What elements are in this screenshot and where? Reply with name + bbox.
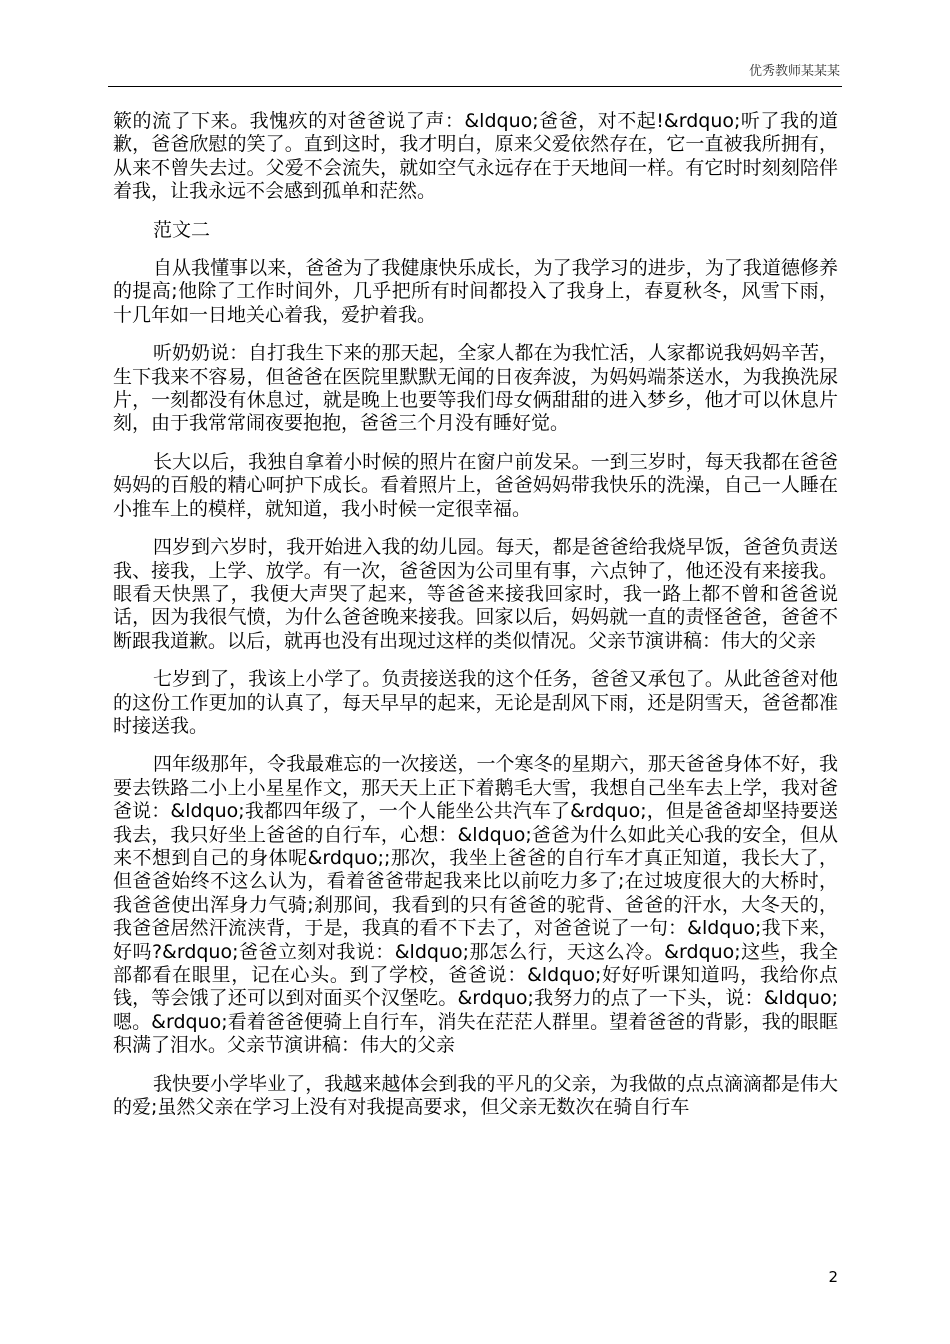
paragraph: 四年级那年，令我最难忘的一次接送，一个寒冬的星期六，那天爸爸身体不好，我要去铁路二小上小星星作文，那天天上正下着鹅毛大雪，我想自己坐车去上学，我对爸爸说：&ldquo;我都四年级了，一个人能坐公共汽车了&rdquo;，但是爸爸却坚持要送我去，我只好坐上爸爸的自行车，心想：&ldquo;爸爸为什么如此关心我的安全，但从来不想到自己的身体呢&rdquo;;那次，我坐上爸爸的自行车才真正知道，我长大了，但爸爸始终不这么认为，看着爸爸带起我来比以前吃力多了;在过坡度很大的大桥时，我爸爸使出浑身力气骑;刹那间，我看到的只有爸爸的驼背、爸爸的汗水，大冬天的，我爸爸居然汗流浃背，于是，我真的看不下去了，对爸爸说了一句：&ldquo;我下来，好吗?&rdquo;爸爸立刻对我说：&ldquo;那怎么行，天这么冷。&rdquo;这些，我全部都看在眼里，记在心头。到了学校，爸爸说：&ldquo;好好听课知道吗，我给你点钱，等会饿了还可以到对面买个汉堡吃。&rdquo;我努力的点了一下头，说：&ldquo;嗯。&rdquo;看着爸爸便骑上自行车，消失在茫茫人群里。望着爸爸的背影，我的眼眶积满了泪水。父亲节演讲稿：伟大的父亲 [113, 753, 838, 1057]
page-number: 2 [828, 1268, 838, 1286]
paragraph: 听奶奶说：自打我生下来的那天起，全家人都在为我忙活，人家都说我妈妈辛苦，生下我来不容易，但爸爸在医院里默默无闻的日夜奔波，为妈妈端茶送水，为我换洗尿片，一刻都没有休息过，就是晚上也要等我们母女俩甜甜的进入梦乡，他才可以休息片刻，由于我常常闹夜要抱抱，爸爸三个月没有睡好觉。 [113, 342, 838, 435]
paragraph: 自从我懂事以来，爸爸为了我健康快乐成长，为了我学习的进步，为了我道德修养的提高;他除了工作时间外，几乎把所有时间都投入了我身上，春夏秋冬，风雪下雨，十几年如一日地关心着我，爱护着我。 [113, 257, 838, 326]
paragraph: 四岁到六岁时，我开始进入我的幼儿园。每天，都是爸爸给我烧早饭，爸爸负责送我、接我，上学、放学。有一次，爸爸因为公司里有事，六点钟了，他还没有来接我。眼看天快黑了，我便大声哭了起来，等爸爸来接我回家时，我一路上都不曾和爸爸说话，因为我很气愤，为什么爸爸晚来接我。回家以后，妈妈就一直的责怪爸爸，爸爸不断跟我道歉。以后，就再也没有出现过这样的类似情况。父亲节演讲稿：伟大的父亲 [113, 536, 838, 652]
document-body [113, 110, 838, 1134]
paragraph: 长大以后，我独自拿着小时候的照片在窗户前发呆。一到三岁时，每天我都在爸爸妈妈的百般的精心呵护下成长。看着照片上，爸爸妈妈带我快乐的洗澡，自己一人睡在小推车上的模样，就知道，我小时候一定很幸福。 [113, 450, 838, 520]
paragraph: 七岁到了，我该上小学了。负责接送我的这个任务，爸爸又承包了。从此爸爸对他的这份工作更加的认真了，每天早早的起来，无论是刮风下雨，还是阴雪天，爸爸都准时接送我。 [113, 668, 838, 737]
paragraph: 我快要小学毕业了，我越来越体会到我的平凡的父亲，为我做的点点滴滴都是伟大的爱;虽然父亲在学习上没有对我提高要求，但父亲无数次在骑自行车 [113, 1072, 838, 1119]
section-heading: 范文二 [153, 218, 211, 241]
header-author: 优秀教师某某某 [748, 64, 840, 79]
intro-paragraph: 簌的流了下来。我愧疚的对爸爸说了声：&ldquo;爸爸，对不起!&rdquo;听了我的道歉，爸爸欣慰的笑了。直到这时，我才明白，原来父爱依然存在，它一直被我所拥有，从来不曾失去过。父爱不会流失，就如空气永远存在于天地间一样。有它时时刻刻陪伴着我，让我永远不会感到孤单和茫然。 [113, 110, 838, 203]
header-divider [108, 86, 842, 87]
